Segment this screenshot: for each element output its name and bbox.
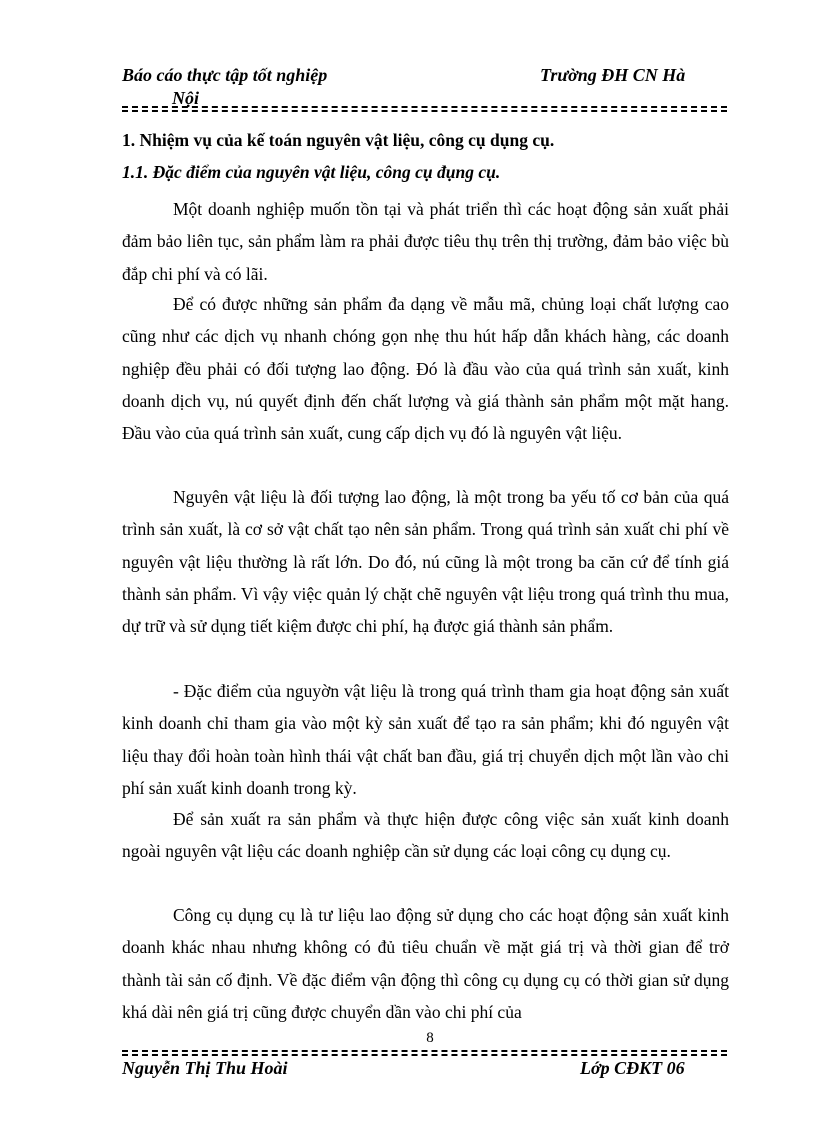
header-report-title xyxy=(122,64,372,110)
footer-divider xyxy=(122,1050,727,1052)
header-divider xyxy=(122,106,727,108)
paragraph-4: - Đặc điểm của nguyờn vật liệu là trong quá trình tham gia hoạt động sản xuất kinh doanh chỉ tham gia vào một kỳ sản xuất để tạo ra sản phẩm; khi đó nguyên vật liệu thay đổi hoàn toàn hình thái vật chất ban đầu, giá trị chuyển dịch một lần vào chi phí sản xuất kinh doanh trong kỳ. xyxy=(122,681,729,798)
footer-class: Lớp CĐKT 06 xyxy=(580,1058,685,1078)
paragraph-5: Để sản xuất ra sản phẩm và thực hiện được công việc sản xuất kinh doanh ngoài nguyên vật liệu các doanh nghiệp cần sử dụng các loại công cụ dụng cụ. xyxy=(122,809,729,862)
header-divider-2 xyxy=(122,110,727,112)
subsection-heading: 1.1. Đặc điểm của nguyên vật liệu, công cụ đụng cụ. xyxy=(122,162,501,182)
footer-author: Nguyễn Thị Thu Hoài xyxy=(122,1058,288,1078)
header-report-title-line2: Nội xyxy=(172,88,199,108)
page-header xyxy=(122,64,732,112)
header-school: Trường ĐH CN Hà xyxy=(540,65,686,85)
section-heading: 1. Nhiệm vụ của kế toán nguyên vật liệu, công cụ dụng cụ. xyxy=(122,130,555,150)
paragraph-2: Để có được những sản phẩm đa dạng về mẫu mã, chủng loại chất lượng cao cũng như các dịch vụ nhanh chóng gọn nhẹ thu hút hấp dẫn khách hàng, các doanh nghiệp đều phải có đối tượng lao động. Đó là đầu vào của quá trình sản xuất, kinh doanh dịch vụ, nú quyết định đến chất lượng và giá thành sản phẩm một mặt hang. Đầu vào của quá trình sản xuất, cung cấp dịch vụ đó là nguyên vật liệu. xyxy=(122,294,729,444)
footer-divider-2 xyxy=(122,1054,727,1056)
paragraph-1: Một doanh nghiệp muốn tồn tại và phát triển thì các hoạt động sản xuất phải đảm bảo liên tục, sản phẩm làm ra phải được tiêu thụ trên thị trường, đảm bảo việc bù đắp chi phí và có lãi. xyxy=(122,199,729,284)
paragraph-6: Công cụ dụng cụ là tư liệu lao động sử dụng cho các hoạt động sản xuất kinh doanh khác nhau nhưng không có đủ tiêu chuẩn về mặt giá trị và thời gian để trở thành tài sản cố định. Về đặc điểm vận động thì công cụ dụng cụ có thời gian sử dụng khá dài nên giá trị cũng được chuyển dần vào chi phí của xyxy=(122,905,729,1022)
paragraph-3: Nguyên vật liệu là đối tượng lao động, là một trong ba yếu tố cơ bản của quá trình sản xuất, là cơ sở vật chất tạo nên sản phẩm. Trong quá trình sản xuất chi phí về nguyên vật liệu thường là rất lớn. Do đó, nú cũng là một trong ba căn cứ để tính giá thành sản phẩm. Vì vậy việc quản lý chặt chẽ nguyên vật liệu trong quá trình thu mua, dự trữ và sử dụng tiết kiệm được chi phí, hạ được giá thành sản phẩm. xyxy=(122,487,729,637)
header-report-title-line1: Báo cáo thực tập tốt nghiệp xyxy=(122,65,328,85)
page-number: 8 xyxy=(426,1030,434,1046)
